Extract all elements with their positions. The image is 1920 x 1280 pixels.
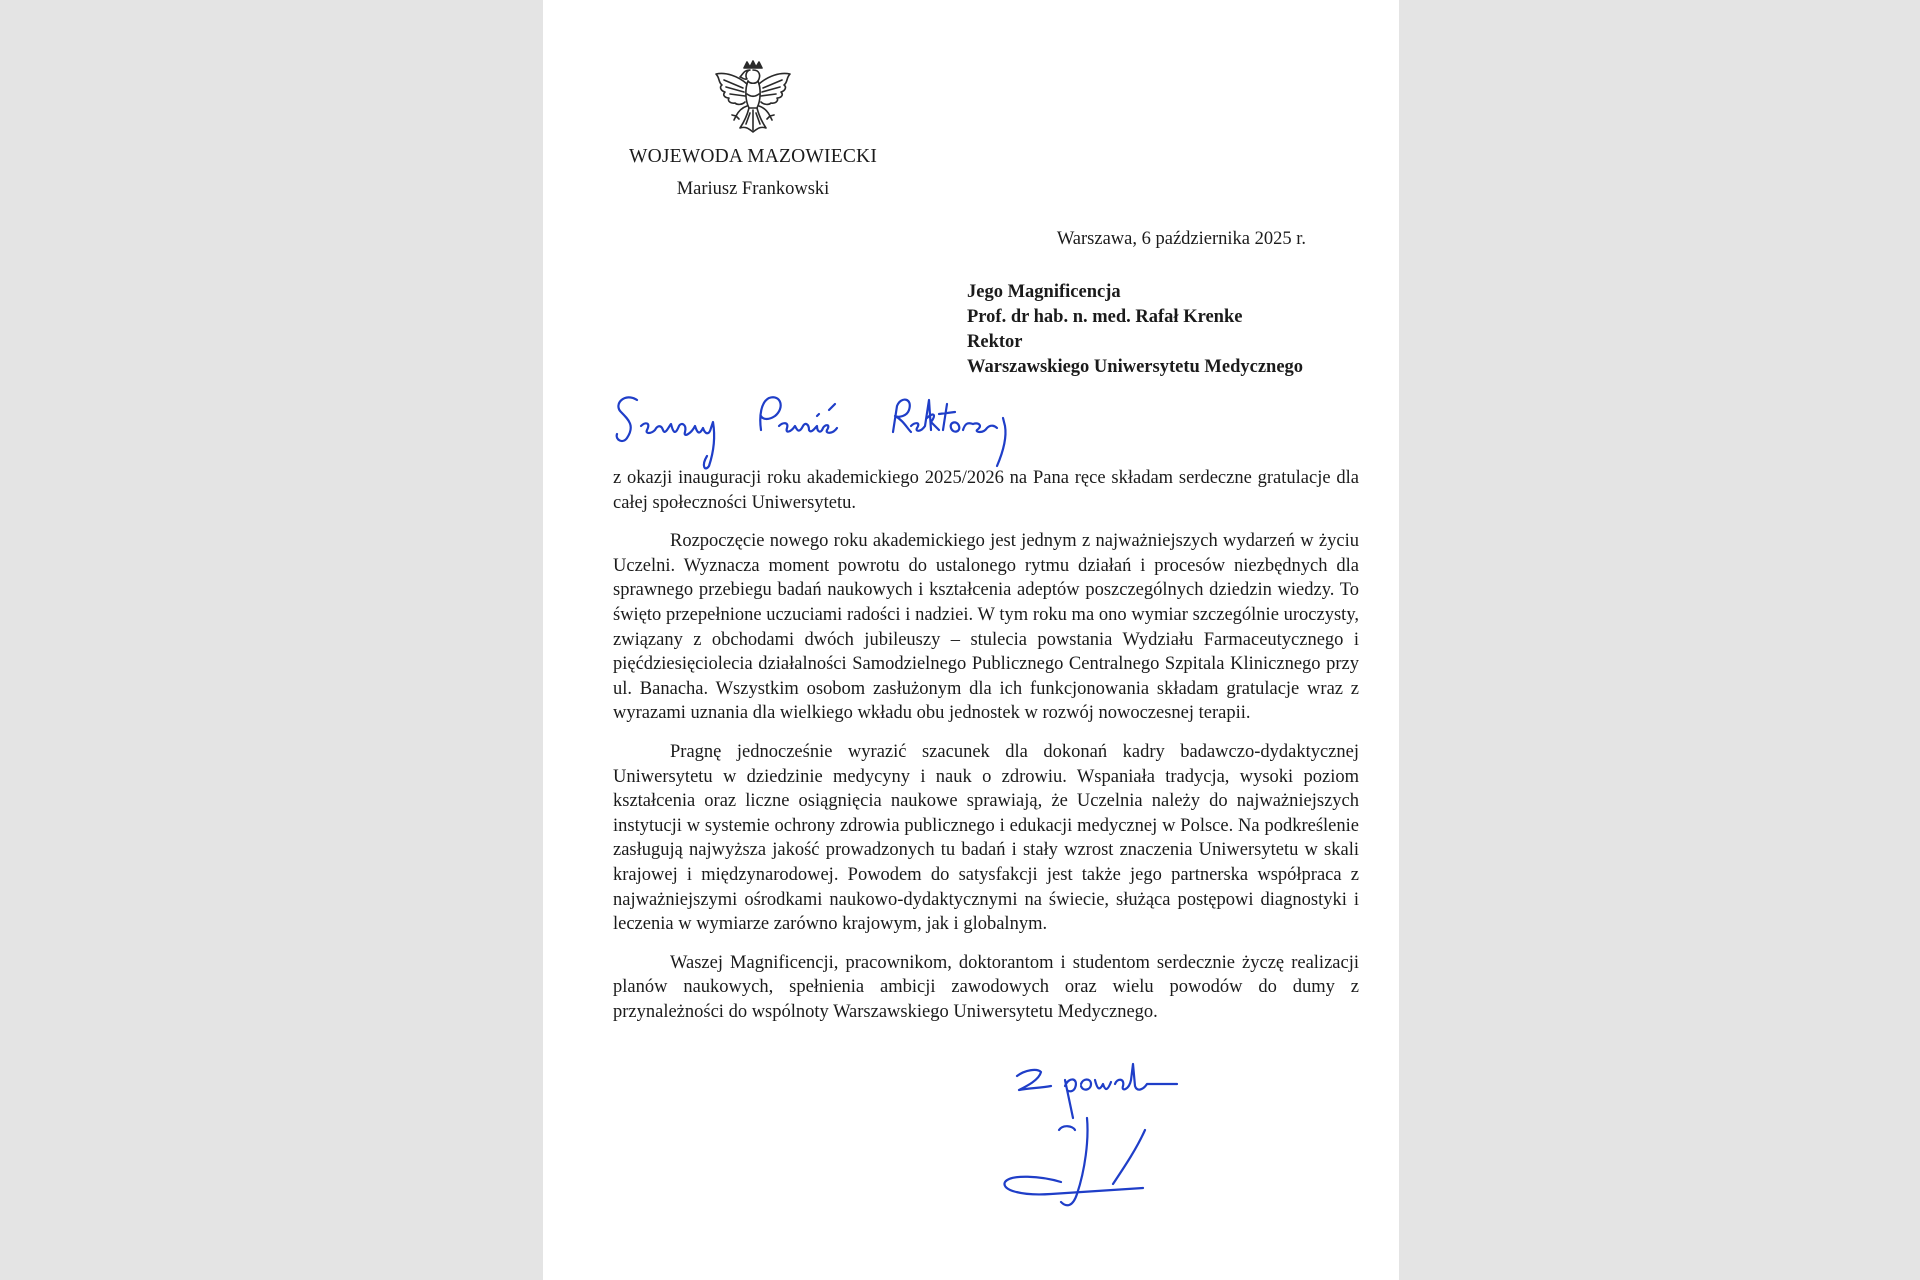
letter-body [613, 466, 1359, 1038]
letter-page [543, 0, 1399, 1280]
recipient-line: Jego Magnificencja [967, 282, 1121, 302]
body-paragraph: z okazji inauguracji roku akademickiego 2025/2026 na Pana ręce składam serdeczne gratulacje dla całej społeczności Uniwersytetu. [613, 468, 1359, 513]
handwritten-salutation [611, 386, 1051, 478]
body-paragraph: Rozpoczęcie nowego roku akademickiego jest jednym z najważniejszych wydarzeń w życiu Uczelni. Wyznacza moment powrotu do ustalonego rytmu działań i procesów niezbędnych dla sprawnego przebiegu badań naukowych i kształcenia adeptów poszczególnych dziedzin wiedzy. To święto przepełnione uczuciami radości i nadziei. W tym roku ma ono wymiar szczególnie uroczysty, związany z obchodami dwóch jubileuszy – stulecia powstania Wydziału Farmaceutycznego i pięćdziesięciolecia działalności Samodzielnego Publicznego Centralnego Szpitala Klinicznego przy ul. Banacha. Wszystkim osobom zasłużonym dla ich funkcjonowania składam gratulacje wraz z wyrazami uznania dla wielkiego wkładu obu jednostek w rozwój nowoczesnej terapii. [613, 531, 1359, 724]
issuer-title: WOJEWODA MAZOWIECKI [628, 146, 878, 167]
recipient-line: Warszawskiego Uniwersytetu Medycznego [967, 357, 1304, 377]
handwritten-signature-icon [1001, 1110, 1151, 1220]
issuer-name: Mariusz Frankowski [676, 179, 830, 199]
date-line: Warszawa, 6 października 2025 r. [1056, 229, 1306, 249]
recipient-line: Prof. dr hab. n. med. Rafał Krenke [967, 307, 1243, 327]
polish-white-eagle-icon [710, 58, 796, 140]
recipient-line: Rektor [967, 332, 1023, 352]
body-paragraph: Pragnę jednocześnie wyrazić szacunek dla dokonań kadry badawczo-dydaktycznej Uniwersytetu w dziedzinie medycyny i nauk o zdrowiu. Wspaniała tradycja, wysoki poziom kształcenia oraz liczne osiągnięcia naukowe sprawiają, że Uczelnia należy do najważniejszych instytucji w systemie ochrony zdrowia publicznego i edukacji medycznej w Polsce. Na podkreślenie zasługują najwyższa jakość prowadzonych tu badań i stały wzrost znaczenia Uniwersytetu w skali krajowej i międzynarodowej. Powodem do satysfakcji jest także jego partnerska współpraca z najważniejszymi ośrodkami naukowo-dydaktycznymi na świecie, służąca postępowi diagnostyki i leczenia w wymiarze zarówno krajowym, jak i globalnym. [613, 741, 1359, 935]
recipient-block [967, 280, 1303, 380]
body-paragraph: Waszej Magnificencji, pracownikom, doktorantom i studentom serdecznie życzę realizacji planów naukowych, spełnienia ambicji zawodowych oraz wielu powodów do dumy z przynależności do wspólnoty Warszawskiego Uniwersytetu Medycznego. [613, 952, 1359, 1022]
